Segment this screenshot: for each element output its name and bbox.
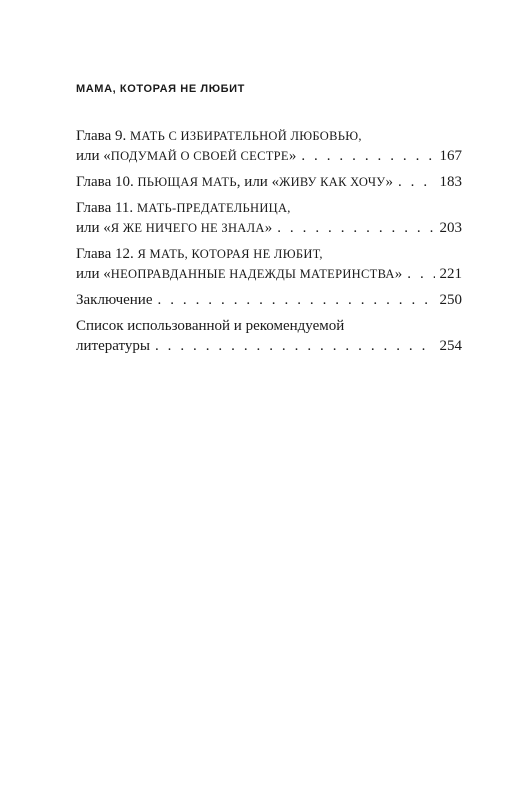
subtitle-prefix: , или «: [236, 174, 280, 190]
chapter-title: ПЬЮЩАЯ МАТЬ: [137, 175, 237, 189]
toc-line: [76, 244, 462, 264]
toc-entry-text: [76, 198, 291, 218]
toc-entry-text: [76, 218, 272, 238]
toc-entry-text: [76, 264, 402, 284]
running-head: МАМА, КОТОРАЯ НЕ ЛЮБИТ: [76, 83, 246, 95]
page-number: 203: [439, 220, 462, 236]
toc-entry-text: литературы: [76, 338, 150, 354]
subtitle-suffix: »: [385, 174, 393, 190]
subtitle-suffix: »: [394, 266, 403, 282]
toc-line: [76, 336, 462, 356]
toc-entry-chapter-9: [76, 126, 462, 166]
subtitle-prefix: или «: [76, 220, 111, 236]
dot-leader: [277, 218, 434, 238]
chapter-label: Глава 9.: [76, 128, 130, 144]
page-number: 221: [439, 266, 462, 282]
toc-entry-chapter-11: [76, 198, 462, 238]
toc-line: [76, 290, 462, 310]
toc-line: [76, 218, 462, 238]
subtitle-suffix: »: [264, 220, 273, 236]
page-number: 254: [439, 338, 462, 354]
toc-line: [76, 264, 462, 284]
toc-entry-text: [76, 126, 362, 146]
toc-entry-text: [76, 172, 393, 192]
chapter-label: Глава 12.: [76, 246, 138, 262]
dot-leader: [407, 264, 434, 284]
toc-entry-text: [76, 146, 296, 166]
page-number: 167: [439, 148, 462, 164]
chapter-subtitle: НЕОПРАВДАННЫЕ НАДЕЖДЫ МАТЕРИНСТВА: [110, 267, 395, 281]
page-number: 250: [439, 292, 462, 308]
dot-leader: [155, 336, 435, 356]
toc-entry-bibliography: [76, 316, 462, 356]
toc-entry-text: [76, 244, 323, 264]
dot-leader: [158, 290, 435, 310]
toc-line: [76, 146, 462, 166]
chapter-label: Глава 10.: [76, 174, 138, 190]
toc-line: [76, 198, 462, 218]
subtitle-suffix: »: [288, 148, 297, 164]
chapter-title: МАТЬ-ПРЕДАТЕЛЬНИЦА,: [136, 201, 291, 215]
toc-line: [76, 316, 462, 336]
page-number: 183: [439, 174, 462, 190]
toc-entry-chapter-12: [76, 244, 462, 284]
toc-entry-text: Список использованной и рекомендуемой: [76, 318, 345, 334]
dot-leader: [301, 146, 434, 166]
toc-line: [76, 126, 462, 146]
chapter-subtitle: ЖИВУ КАК ХОЧУ: [279, 175, 386, 189]
chapter-label: Глава 11.: [76, 200, 137, 216]
table-of-contents: [76, 126, 462, 362]
dot-leader: [398, 172, 435, 192]
chapter-title: Я МАТЬ, КОТОРАЯ НЕ ЛЮБИТ,: [137, 247, 323, 261]
chapter-subtitle: ПОДУМАЙ О СВОЕЙ СЕСТРЕ: [110, 149, 289, 163]
toc-line: [76, 172, 462, 192]
subtitle-prefix: или «: [76, 148, 111, 164]
toc-entry-conclusion: [76, 290, 462, 310]
chapter-subtitle: Я ЖЕ НИЧЕГО НЕ ЗНАЛА: [110, 221, 265, 235]
toc-entry-text: Заключение: [76, 292, 153, 308]
subtitle-prefix: или «: [76, 266, 111, 282]
toc-entry-chapter-10: [76, 172, 462, 192]
chapter-title: МАТЬ С ИЗБИРАТЕЛЬНОЙ ЛЮБОВЬЮ,: [129, 129, 362, 143]
